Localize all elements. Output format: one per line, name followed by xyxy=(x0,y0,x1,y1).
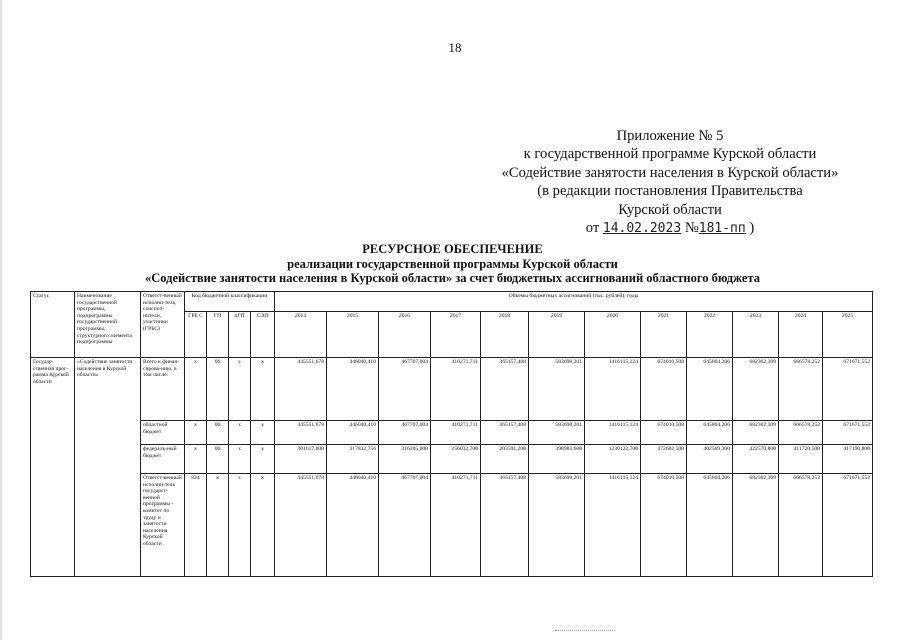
value-cell: 666578,252 xyxy=(779,474,823,577)
zep-cell: x xyxy=(251,358,275,421)
grbs-cell: 824 xyxy=(185,474,207,577)
value-cell: 583698,201 xyxy=(529,358,585,421)
value-cell: 682302,309 xyxy=(733,474,779,577)
title-line-2: реализации государственной программы Курской области xyxy=(287,256,618,271)
pgp-cell: x xyxy=(229,358,251,421)
value-cell: 674010,508 xyxy=(641,421,687,445)
value-cell: 411720,500 xyxy=(779,445,823,474)
gp-cell: 06 xyxy=(207,358,229,421)
gp-cell: 06 xyxy=(207,421,229,445)
appendix-line-3: «Содействие занятости населения в Курской области» xyxy=(501,164,839,181)
value-cell: 365157,408 xyxy=(481,474,529,577)
header-year: 2015 xyxy=(327,312,379,358)
header-gp: ГП xyxy=(207,312,229,358)
value-cell: 1230122,700 xyxy=(585,445,641,474)
value-cell: 674010,508 xyxy=(641,474,687,577)
value-cell: 583698,201 xyxy=(529,474,585,577)
value-cell: 410271,711 xyxy=(431,421,481,445)
gp-cell: 06 xyxy=(207,445,229,474)
header-status: Статус xyxy=(31,292,75,358)
value-cell: 467707,004 xyxy=(379,421,431,445)
value-cell: 410271,711 xyxy=(431,474,481,577)
value-cell: 402569,300 xyxy=(687,445,733,474)
appendix-date-line xyxy=(470,219,870,238)
close-paren: ) xyxy=(749,220,755,237)
document-title xyxy=(120,242,785,286)
value-cell: 445551,678 xyxy=(275,421,327,445)
header-zep: СЭП xyxy=(251,312,275,358)
value-cell: 365157,408 xyxy=(481,358,529,421)
grbs-cell: x xyxy=(185,421,207,445)
value-cell: 645804,206 xyxy=(687,474,733,577)
header-year: 2022 xyxy=(687,312,733,358)
value-cell: 472602,500 xyxy=(641,445,687,474)
gp-cell: x xyxy=(207,474,229,577)
header-year: 2020 xyxy=(585,312,641,358)
appendix-line-4: (в редакции постановления Правительства xyxy=(537,183,803,200)
value-cell: 445551,678 xyxy=(275,474,327,577)
header-year: 2017 xyxy=(431,312,481,358)
value-cell: 645804,206 xyxy=(687,421,733,445)
header-year: 2024 xyxy=(779,312,823,358)
header-year: 2019 xyxy=(529,312,585,358)
header-year: 2018 xyxy=(481,312,529,358)
value-cell: 203591,200 xyxy=(481,445,529,474)
header-volumes: Объемы бюджетных ассигнований (тыс. рублей), годы xyxy=(275,292,873,312)
value-cell: 671671,552 xyxy=(823,421,873,445)
page-number: 18 xyxy=(448,40,462,55)
pgp-cell: x xyxy=(229,474,251,577)
title-line-3: «Содействие занятости населения в Курской области» за счет бюджетных ассигнований областного бюджета xyxy=(144,271,761,285)
value-cell: 1416115,124 xyxy=(585,358,641,421)
value-cell: 365157,408 xyxy=(481,421,529,445)
header-year: 2023 xyxy=(733,312,779,358)
decree-date: 14.02.2023 xyxy=(602,221,682,237)
grbs-cell: x xyxy=(185,445,207,474)
table-row xyxy=(31,474,873,577)
value-cell: 398983,600 xyxy=(529,445,585,474)
table-row xyxy=(31,358,873,421)
responsible-cell: Всего к финан-сирова-нию, в том числе: xyxy=(141,358,185,421)
zep-cell: x xyxy=(251,445,275,474)
value-cell: 446040,410 xyxy=(327,421,379,445)
title-line-1: РЕСУРСНОЕ ОБЕСПЕЧЕНИЕ xyxy=(362,242,543,256)
responsible-cell: областной бюджет xyxy=(141,421,185,445)
value-cell: 674010,508 xyxy=(641,358,687,421)
scan-edge xyxy=(0,0,2,640)
scan-artifact xyxy=(555,630,615,632)
number-prefix: № xyxy=(684,220,699,237)
header-budget-code: Код бюджетной классификации xyxy=(185,292,275,312)
decree-number: 181-пп xyxy=(698,221,746,237)
value-cell: 666578,252 xyxy=(779,421,823,445)
value-cell: 417190,800 xyxy=(823,445,873,474)
value-cell: 682302,309 xyxy=(733,421,779,445)
value-cell: 645804,206 xyxy=(687,358,733,421)
value-cell: 317832,756 xyxy=(327,445,379,474)
value-cell: 446040,410 xyxy=(327,474,379,577)
status-cell: Государ-ственная прог-рамма Курской области xyxy=(31,358,75,577)
table-row xyxy=(31,445,873,474)
header-pgp: пГП xyxy=(229,312,251,358)
table-row xyxy=(31,421,873,445)
responsible-cell: Ответст-венный исполни-тель государст-венной программы - комитет по труду и занятости населения Курской области xyxy=(141,474,185,577)
header-year: 2014 xyxy=(275,312,327,358)
grbs-cell: x xyxy=(185,358,207,421)
value-cell: 256032,700 xyxy=(431,445,481,474)
resource-table xyxy=(30,291,873,577)
header-grbs: ГРБ С xyxy=(185,312,207,358)
header-year: 2016 xyxy=(379,312,431,358)
value-cell: 445551,678 xyxy=(275,358,327,421)
value-cell: 682302,309 xyxy=(733,358,779,421)
header-year: 2025 xyxy=(823,312,873,358)
value-cell: 467707,004 xyxy=(379,474,431,577)
value-cell: 1416115,124 xyxy=(585,474,641,577)
pgp-cell: x xyxy=(229,421,251,445)
header-year: 2021 xyxy=(641,312,687,358)
value-cell: 467707,004 xyxy=(379,358,431,421)
appendix-line-2: к государственной программе Курской области xyxy=(523,146,817,163)
value-cell: 316205,000 xyxy=(379,445,431,474)
header-responsible: Ответст-венный исполни-тель, соиспол-нители, участники (ГРБС) xyxy=(141,292,185,358)
program-name-cell: «Содействие занятости населения в Курской области» xyxy=(75,358,141,577)
date-prefix: от xyxy=(585,220,600,237)
value-cell: 410271,711 xyxy=(431,358,481,421)
value-cell: 301617,800 xyxy=(275,445,327,474)
zep-cell: x xyxy=(251,421,275,445)
header-name: Наименование государственной программы, подпрограммы государственной программы, структурного элемента подпрограммы xyxy=(75,292,141,358)
value-cell: 583698,201 xyxy=(529,421,585,445)
value-cell: 1416115,124 xyxy=(585,421,641,445)
appendix-line-1: Приложение № 5 xyxy=(616,128,724,144)
zep-cell: x xyxy=(251,474,275,577)
value-cell: 671671,552 xyxy=(823,358,873,421)
value-cell: 422570,800 xyxy=(733,445,779,474)
value-cell: 446040,410 xyxy=(327,358,379,421)
value-cell: 666578,252 xyxy=(779,358,823,421)
pgp-cell: x xyxy=(229,445,251,474)
appendix-line-5: Курской области xyxy=(618,201,722,218)
value-cell: 671671,552 xyxy=(823,474,873,577)
appendix-block xyxy=(470,127,870,238)
responsible-cell: федераль-ный бюджет xyxy=(141,445,185,474)
